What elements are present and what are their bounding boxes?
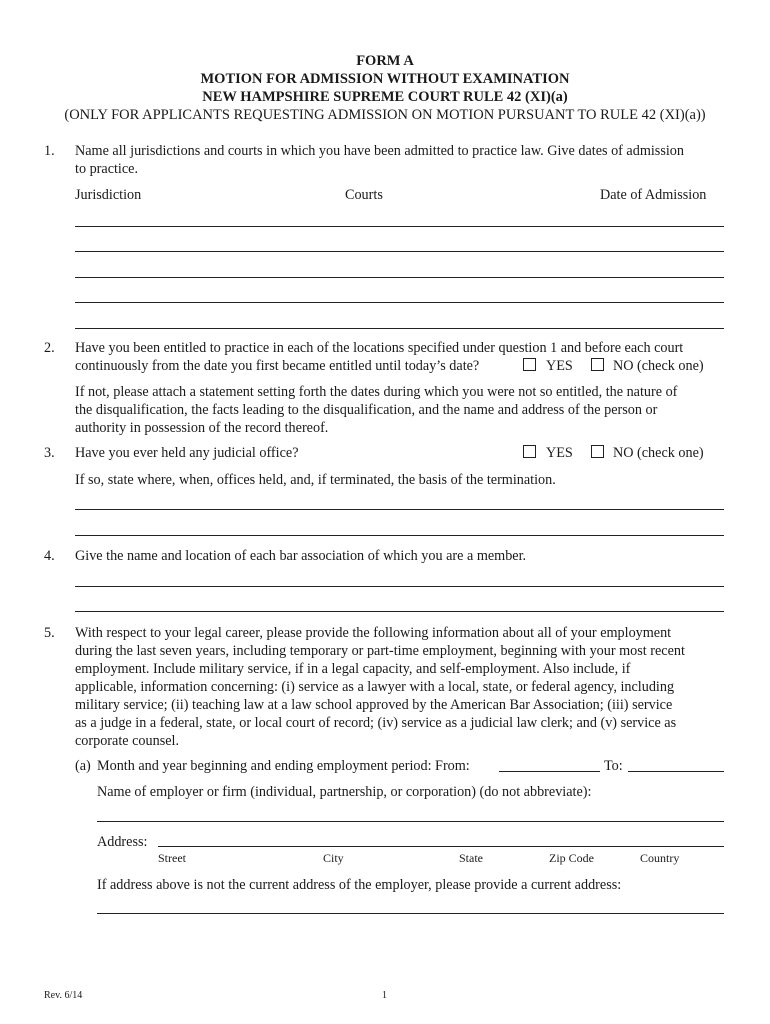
q5-text-line5: military service; (ii) teaching law at a law school approved by the American Bar Association; (iii) service xyxy=(75,697,673,713)
q3-yes-checkbox[interactable] xyxy=(523,445,536,458)
q5-current-address-label: If address above is not the current address of the employer, please provide a current address: xyxy=(97,877,622,893)
q2-para-line3: authority in possession of the record thereof. xyxy=(75,420,329,436)
q5-address-state-caption: State xyxy=(459,851,483,865)
q5-text-line2: during the last seven years, including temporary or part-time employment, beginning with your most recent xyxy=(75,643,685,659)
q5a-to-field[interactable] xyxy=(628,771,724,772)
q5a-to-label: To: xyxy=(604,758,623,774)
q1-answer-line-1[interactable] xyxy=(75,226,724,227)
q1-answer-line-2[interactable] xyxy=(75,251,724,252)
q5-address-street-caption: Street xyxy=(158,851,186,865)
q3-no-label: NO (check one) xyxy=(613,445,704,461)
q3-answer-line-1[interactable] xyxy=(75,509,724,510)
q2-no-label: NO (check one) xyxy=(613,358,704,374)
q1-col-courts: Courts xyxy=(345,187,383,203)
q5a-label: (a) xyxy=(75,758,91,774)
q2-yes-label: YES xyxy=(546,358,573,374)
q5a-text: Month and year beginning and ending employment period: From: xyxy=(97,758,470,774)
q1-text-line2: to practice. xyxy=(75,161,139,177)
q5a-from-field[interactable] xyxy=(499,771,600,772)
q5-current-address-field[interactable] xyxy=(97,913,724,914)
q1-answer-line-4[interactable] xyxy=(75,302,724,303)
q5-address-label: Address: xyxy=(97,834,148,850)
form-title: FORM A xyxy=(356,53,414,69)
q2-no-checkbox[interactable] xyxy=(591,358,604,371)
q3-answer-line-2[interactable] xyxy=(75,535,724,536)
q5-address-field[interactable] xyxy=(158,846,724,847)
q5-text-line1: With respect to your legal career, please provide the following information about all of your employment xyxy=(75,625,672,641)
q3-text: Have you ever held any judicial office? xyxy=(75,445,299,461)
q4-text: Give the name and location of each bar association of which you are a member. xyxy=(75,548,527,564)
q1-col-jurisdiction: Jurisdiction xyxy=(75,187,142,203)
q5-employer-field[interactable] xyxy=(97,821,724,822)
q2-number: 2. xyxy=(44,340,55,356)
q5-employer-label: Name of employer or firm (individual, partnership, or corporation) (do not abbreviate): xyxy=(97,784,592,800)
q1-answer-line-3[interactable] xyxy=(75,277,724,278)
q2-yes-checkbox[interactable] xyxy=(523,358,536,371)
q5-text-line4: applicable, information concerning: (i) service as a lawyer with a local, state, or federal agency, including xyxy=(75,679,675,695)
q5-text-line7: corporate counsel. xyxy=(75,733,179,749)
q2-text-line2: continuously from the date you first became entitled until today’s date? xyxy=(75,358,480,374)
q5-text-line3: employment. Include military service, if in a legal capacity, and self-employment. Also include, if xyxy=(75,661,631,677)
q5-address-country-caption: Country xyxy=(640,851,680,865)
q1-number: 1. xyxy=(44,143,55,159)
revision-label: Rev. 6/14 xyxy=(44,990,83,1001)
form-note: (ONLY FOR APPLICANTS REQUESTING ADMISSION ON MOTION PURSUANT TO RULE 42 (XI)(a)) xyxy=(64,107,706,123)
q4-answer-line-2[interactable] xyxy=(75,611,724,612)
q2-text-line1: Have you been entitled to practice in each of the locations specified under question 1 and before each court xyxy=(75,340,684,356)
form-subtitle-2: NEW HAMPSHIRE SUPREME COURT RULE 42 (XI)(a) xyxy=(202,89,568,105)
q1-col-date: Date of Admission xyxy=(600,187,707,203)
q1-answer-line-5[interactable] xyxy=(75,328,724,329)
q3-yes-label: YES xyxy=(546,445,573,461)
q4-number: 4. xyxy=(44,548,55,564)
q5-text-line6: as a judge in a federal, state, or local court of record; (iv) service as a judicial law clerk; and (v) service as xyxy=(75,715,677,731)
q5-address-city-caption: City xyxy=(323,851,344,865)
q1-text-line1: Name all jurisdictions and courts in which you have been admitted to practice law. Give dates of admission xyxy=(75,143,684,159)
q2-para-line1: If not, please attach a statement setting forth the dates during which you were not so entitled, the nature of xyxy=(75,384,678,400)
q5-address-zip-caption: Zip Code xyxy=(549,851,594,865)
q3-no-checkbox[interactable] xyxy=(591,445,604,458)
q2-para-line2: the disqualification, the facts leading to the disqualification, and the name and address of the person or xyxy=(75,402,658,418)
q4-answer-line-1[interactable] xyxy=(75,586,724,587)
page-number: 1 xyxy=(382,990,387,1001)
q5-number: 5. xyxy=(44,625,55,641)
form-subtitle-1: MOTION FOR ADMISSION WITHOUT EXAMINATION xyxy=(200,71,570,87)
q3-number: 3. xyxy=(44,445,55,461)
q3-followup: If so, state where, when, offices held, and, if terminated, the basis of the termination. xyxy=(75,472,556,488)
